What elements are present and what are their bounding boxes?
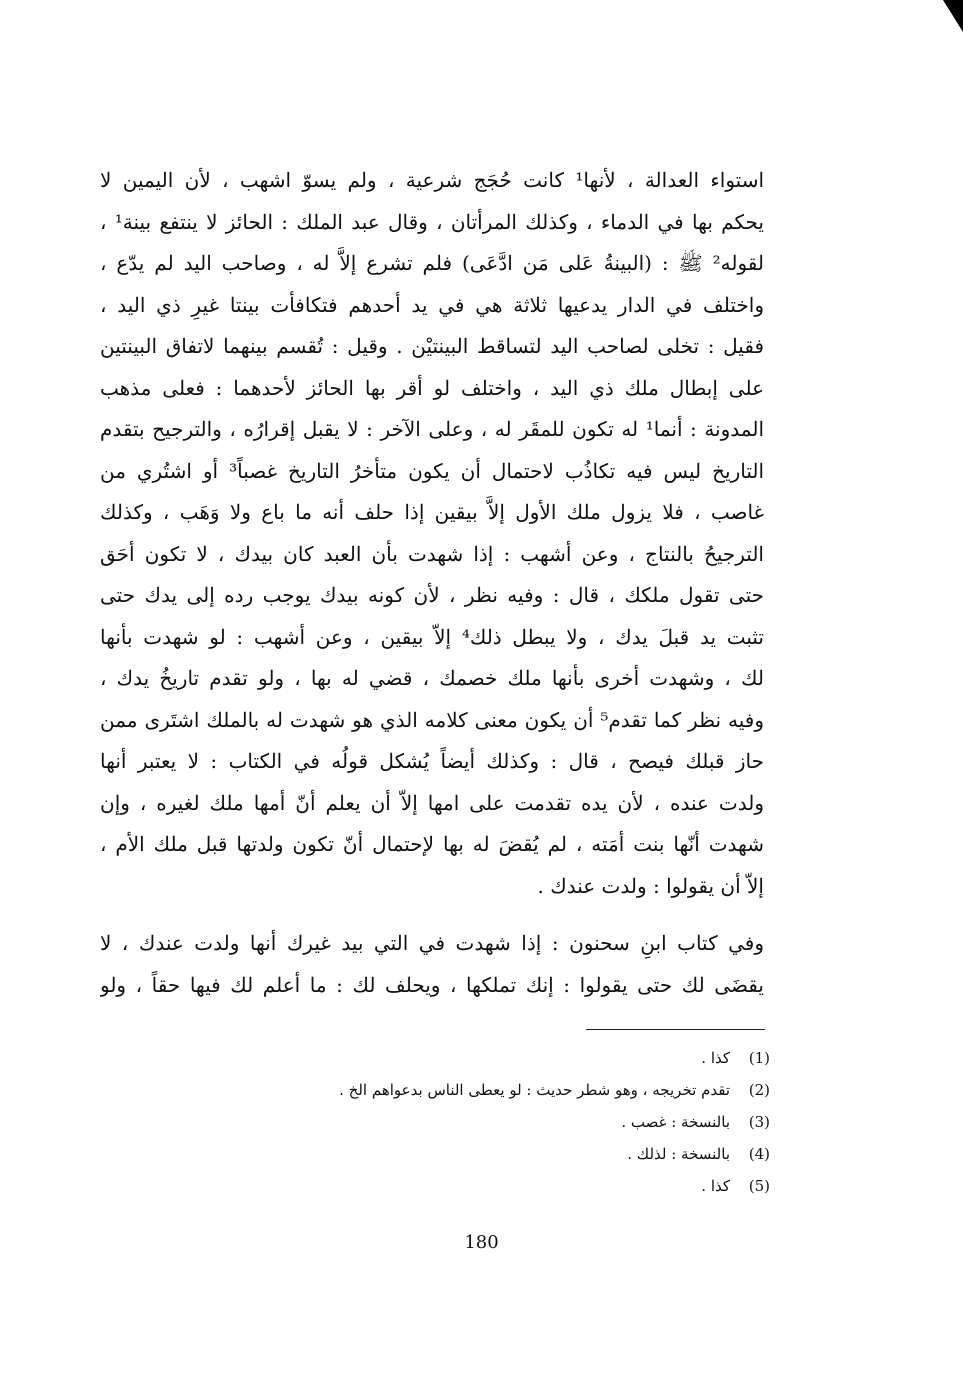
footnote-text: كذا . <box>701 1177 730 1195</box>
text-line: وفيه نظر كما تقدم⁵ أن يكون معنى كلامه الذي هو شهدت له بالملك اشتَرى ممن <box>100 707 764 732</box>
text-line: حاز قبلك فيصح ، قال : وكذلك أيضاً يُشكل قولُه في الكتاب : لا يعتبر أنها <box>100 749 764 773</box>
footnote-item <box>260 1170 770 1202</box>
footnote-item <box>260 1042 770 1074</box>
text-line: وفي كتاب ابنِ سحنون : إذا شهدت في التي بيد غيرك أنها ولدت عندك ، لا <box>100 931 764 955</box>
footnotes <box>260 1042 770 1202</box>
text-line: يقضَى لك حتى يقولوا : إنك تملكها ، ويحلف لك : ما أعلم لك فيها حقاً ، ولو <box>100 972 764 997</box>
text-line: لقوله² ﷺ : (البينةُ عَلى مَن ادَّعَى) فلم تشرع إلاَّ له ، وصاحب اليد لم يدّع ، <box>100 251 764 275</box>
text-line: واختلف في الدار يدعيها ثلاثة هي في يد أحدهم فتكافأت بينتا غيرِ ذي اليد ، <box>100 292 764 317</box>
text-line: التاريخ ليس فيه تكاذُب لاحتمال أن يكون متأخرُ التاريخ غصباً³ أو اشتُري من <box>100 458 764 483</box>
footnote-text: تقدم تخريجه ، وهو شطر حديث : لو يعطى الناس بدعواهم الخ . <box>339 1081 730 1099</box>
page-number: 180 <box>464 1232 499 1253</box>
footnote-number: (4) <box>748 1145 770 1163</box>
paragraph-1 <box>100 160 764 907</box>
footnote-item <box>260 1074 770 1106</box>
text-line: إلاّ أن يقولوا : ولدت عندك . <box>537 873 764 898</box>
text-line: ولدت عنده ، لأن يده تقدمت على امها إلاّ أن يعلم أنّ أمها ملك لغيره ، وإن <box>100 790 764 815</box>
footnote-number: (2) <box>748 1081 770 1099</box>
footnote-text: بالنسخة : غصب . <box>621 1113 730 1131</box>
footnote-number: (3) <box>748 1113 770 1131</box>
text-line: استواء العدالة ، لأنها¹ كانت حُجَج شرعية ، ولم يسوّ اشهب ، لأن اليمين لا <box>100 168 764 192</box>
footnote-item <box>260 1106 770 1138</box>
text-line: شهدت أنّها بنت أمَته ، لم يُقضَ له بها لإحتمال أنّ تكون ولدتها قبل ملك الأم ، <box>100 832 764 856</box>
main-text <box>100 160 764 1006</box>
text-line: غاصب ، فلا يزول ملك الأول إلاَّ بيقين إذا حلف أنه ما باع ولا وَهَب ، وكذلك <box>100 500 764 524</box>
footnote-text: كذا . <box>701 1049 730 1067</box>
text-line: المدونة : أنما¹ له تكون للمقَر له ، وعلى الآخر : لا يقبل إقرارُه ، والترجيح بتقدم <box>100 417 764 441</box>
text-line: يحكم بها في الدماء ، وكذلك المرأتان ، وقال عبد الملك : الحائز لا ينتفع بينة¹ ، <box>100 209 764 234</box>
footnote-text: بالنسخة : لذلك . <box>627 1145 730 1163</box>
footnote-number: (5) <box>748 1177 770 1195</box>
paragraph-gap <box>100 907 764 923</box>
footnote-item <box>260 1138 770 1170</box>
text-line: فقيل : تخلى لصاحب اليد لتساقط البينتيْن . وقيل : تُقسم بينهما لاتفاق البينتين <box>100 334 764 358</box>
text-line: تثبت يد قبلَ يدك ، ولا يبطل ذلك⁴ إلاّ بيقين ، وعن أشهب : لو شهدت بأنها <box>100 624 764 649</box>
footnote-number: (1) <box>748 1049 770 1067</box>
text-line: حتى تقول ملكك ، قال : وفيه نظر ، لأن كونه بيدك يوجب رده إلى يدك حتى <box>100 583 764 607</box>
paragraph-2 <box>100 923 764 1006</box>
footnote-divider <box>586 1029 765 1030</box>
text-line: على إبطال ملك ذي اليد ، واختلف لو أقر بها الحائز لأحدهما : فعلى مذهب <box>100 375 764 400</box>
text-line: لك ، وشهدت أخرى بأنها ملك خصمك ، قضي له بها ، ولو تقدم تاريخُ يدك ، <box>100 666 764 690</box>
text-line: الترجيحُ بالنتاج ، وعن أشهب : إذا شهدت بأن العبد كان بيدك ، لا تكون أحَق <box>100 541 764 566</box>
page-corner-marker <box>943 0 963 32</box>
